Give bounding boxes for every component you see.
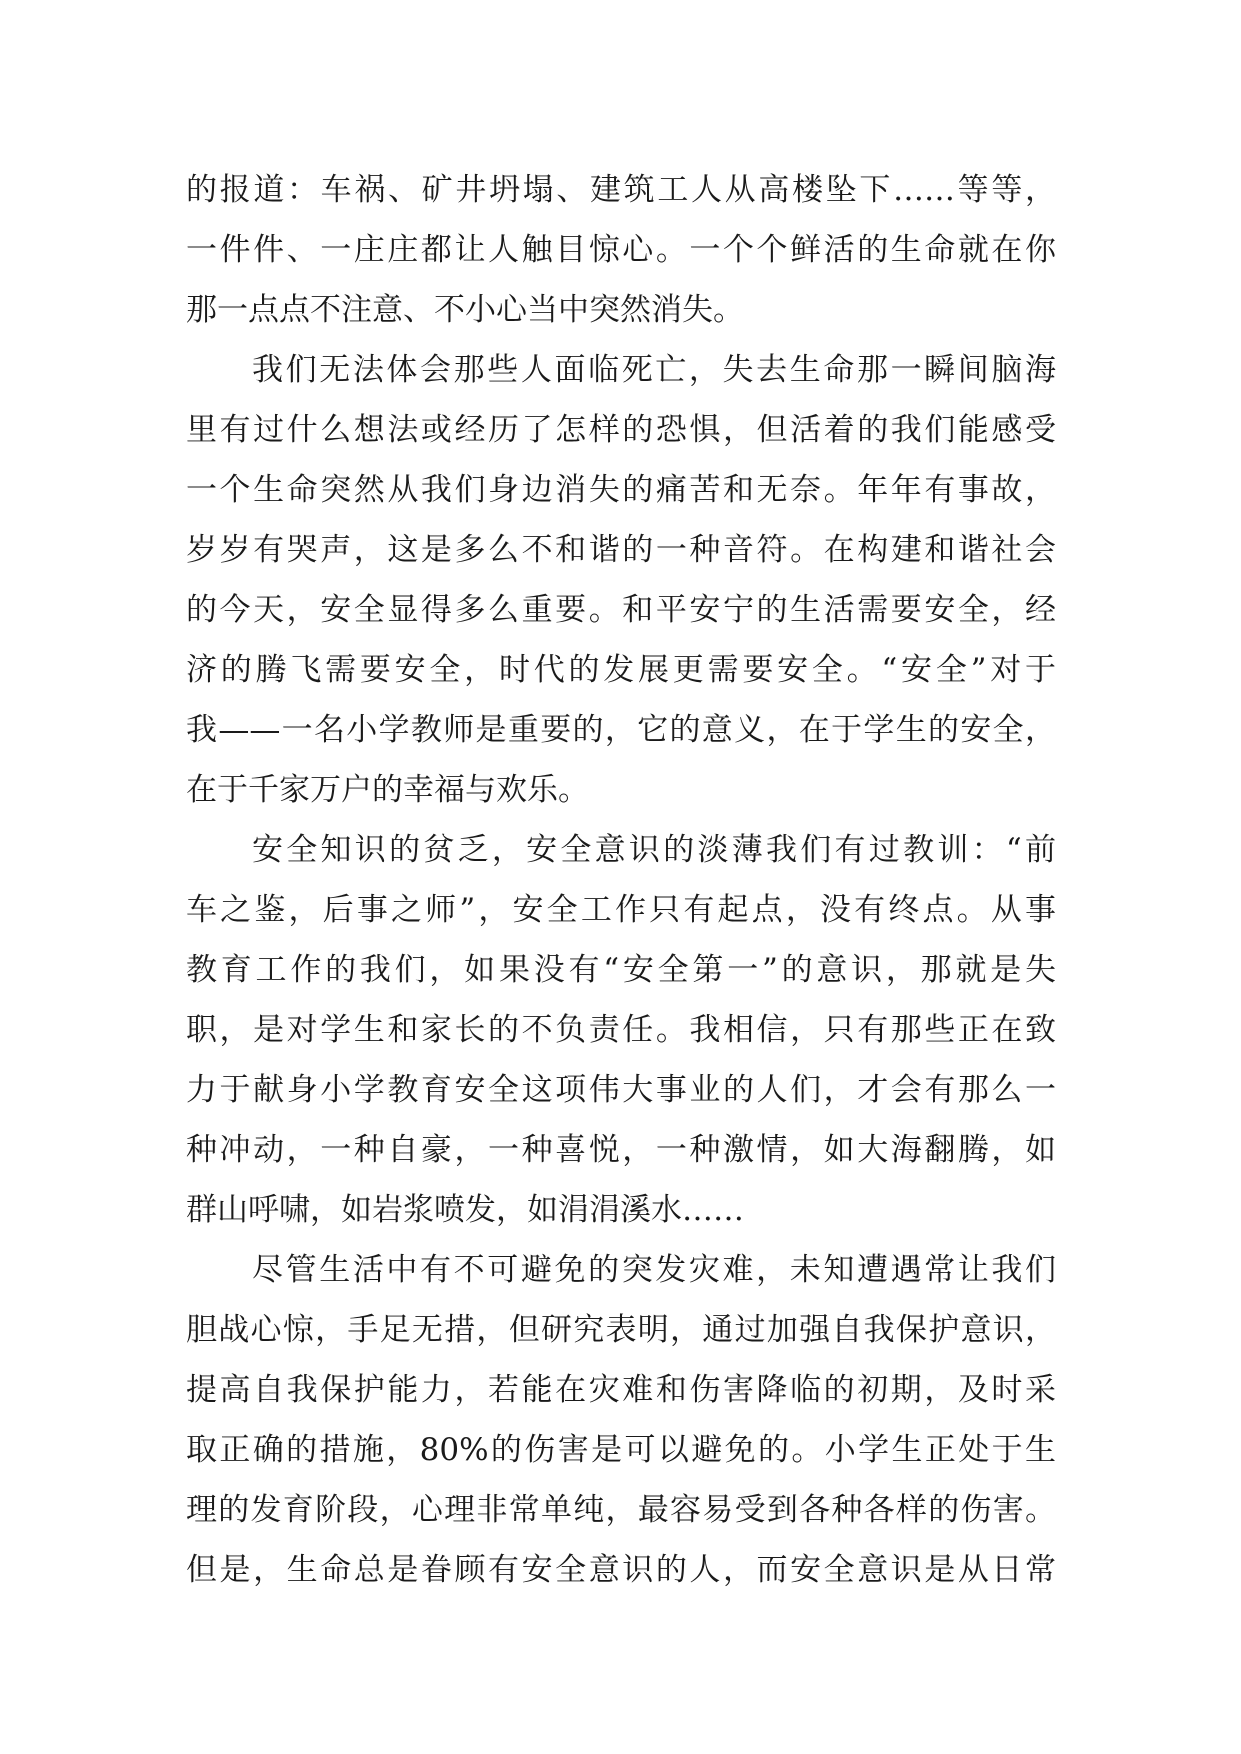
text-line: 的今天，安全显得多么重要。和平安宁的生活需要安全，经 <box>186 592 1056 628</box>
text-line: 在于千家万户的幸福与欢乐。 <box>186 772 589 808</box>
text-line: 力于献身小学教育安全这项伟大事业的人们，才会有那么一 <box>186 1072 1056 1108</box>
text-line: 岁岁有哭声，这是多么不和谐的一种音符。在构建和谐社会 <box>186 532 1056 568</box>
text-line: 种冲动，一种自豪，一种喜悦，一种激情，如大海翻腾，如 <box>186 1132 1056 1168</box>
body-text <box>186 160 1056 1600</box>
text-line: 的报道：车祸、矿井坍塌、建筑工人从高楼坠下……等等， <box>186 172 1056 208</box>
text-line: 车之鉴，后事之师”，安全工作只有起点，没有终点。从事 <box>186 892 1056 928</box>
text-line: 职，是对学生和家长的不负责任。我相信，只有那些正在致 <box>186 1012 1056 1048</box>
text-line: 取正确的措施，80%的伤害是可以避免的。小学生正处于生 <box>186 1432 1056 1468</box>
text-line: 群山呼啸，如岩浆喷发，如涓涓溪水…… <box>186 1192 744 1228</box>
text-line: 我们无法体会那些人面临死亡，失去生命那一瞬间脑海 <box>252 352 1056 388</box>
text-line: 但是，生命总是眷顾有安全意识的人，而安全意识是从日常 <box>186 1552 1056 1588</box>
text-line: 里有过什么想法或经历了怎样的恐惧，但活着的我们能感受 <box>186 412 1056 448</box>
text-line: 理的发育阶段，心理非常单纯，最容易受到各种各样的伤害。 <box>186 1492 1056 1528</box>
text-line: 尽管生活中有不可避免的突发灾难，未知遭遇常让我们 <box>252 1252 1056 1288</box>
text-line: 一个生命突然从我们身边消失的痛苦和无奈。年年有事故， <box>186 472 1056 508</box>
text-line: 那一点点不注意、不小心当中突然消失。 <box>186 292 744 328</box>
text-line: 提高自我保护能力，若能在灾难和伤害降临的初期，及时采 <box>186 1372 1056 1408</box>
text-line: 安全知识的贫乏，安全意识的淡薄我们有过教训：“前 <box>252 832 1056 868</box>
text-line: 一件件、一庄庄都让人触目惊心。一个个鲜活的生命就在你 <box>186 232 1056 268</box>
text-line: 胆战心惊，手足无措，但研究表明，通过加强自我保护意识， <box>186 1312 1056 1348</box>
text-line: 教育工作的我们，如果没有“安全第一”的意识，那就是失 <box>186 952 1056 988</box>
text-line: 济的腾飞需要安全，时代的发展更需要安全。“安全”对于 <box>186 652 1056 688</box>
text-line: 我——一名小学教师是重要的，它的意义，在于学生的安全， <box>186 712 1056 748</box>
